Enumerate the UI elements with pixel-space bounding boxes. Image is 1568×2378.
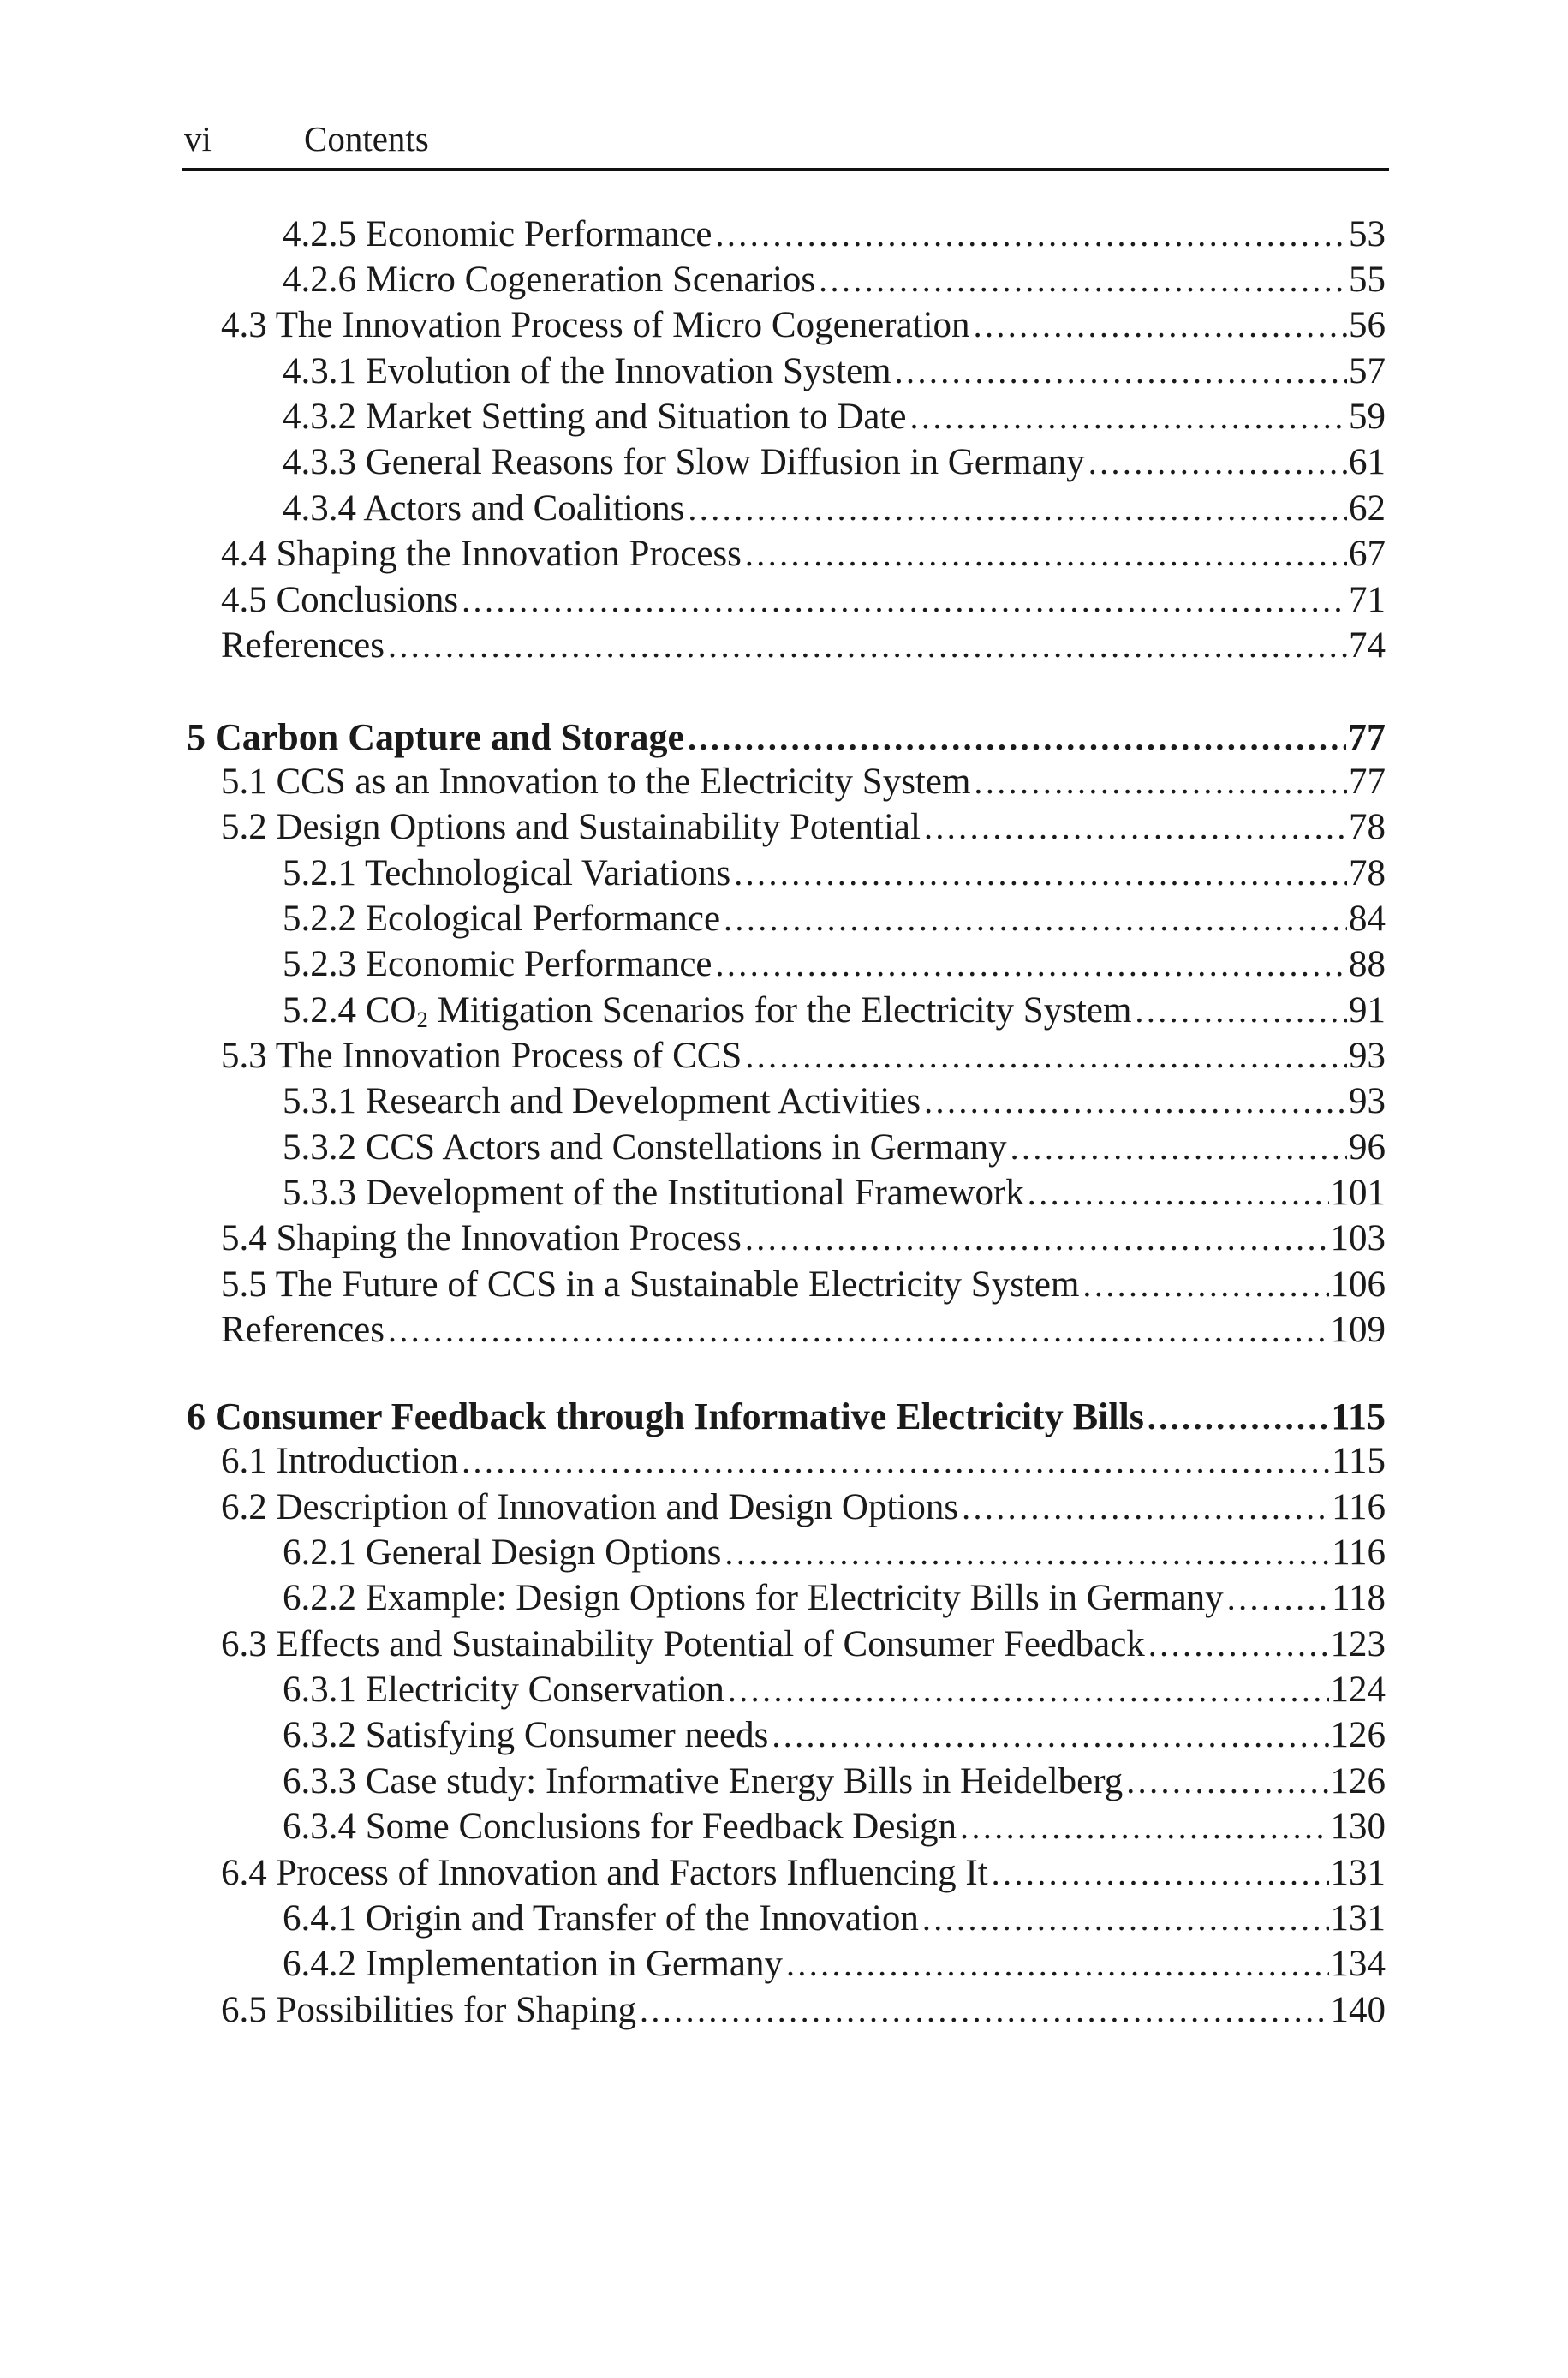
leader-dots <box>1135 990 1347 1031</box>
toc-entry[interactable]: 5.2.2 Ecological Performance ..... 84 <box>283 898 1386 946</box>
leader-dots <box>716 944 1348 984</box>
leader-dots <box>974 305 1347 345</box>
toc-entry[interactable]: 6.4.2 Implementation in Germany ..... 134 <box>283 1943 1386 1991</box>
leader-dots <box>1082 1264 1328 1305</box>
leader-dots <box>745 1036 1347 1076</box>
toc-entry[interactable]: 6.5 Possibilities for Shaping ..... 140 <box>221 1989 1386 2037</box>
leader-dots <box>974 762 1347 802</box>
toc-entry[interactable]: 6.3.4 Some Conclusions for Feedback Design ..... 130 <box>283 1806 1386 1854</box>
leader-dots <box>1227 1578 1330 1618</box>
toc-entry[interactable]: 6.3.3 Case study: Informative Energy Bills in Heidelberg ..... 126 <box>283 1760 1386 1808</box>
toc-entry[interactable]: 5.1 CCS as an Innovation to the Electricity System ..... 77 <box>221 761 1386 809</box>
toc-entry[interactable]: 4.2.6 Micro Cogeneration Scenarios ..... 55 <box>283 259 1386 307</box>
toc-entry[interactable]: 6.3.2 Satisfying Consumer needs ..... 126 <box>283 1714 1386 1762</box>
toc-entry[interactable]: 5.5 The Future of CCS in a Sustainable Electricity System ..... 106 <box>221 1264 1386 1311</box>
leader-dots <box>745 1218 1329 1258</box>
leader-dots <box>462 1441 1330 1481</box>
toc-entry[interactable]: 5.2 Design Options and Sustainability Potential ..... 78 <box>221 806 1386 854</box>
leader-dots <box>1148 1397 1330 1437</box>
toc-entry[interactable]: 4.2.5 Economic Performance ..... 53 <box>283 213 1386 261</box>
toc-entry[interactable]: 6.2.2 Example: Design Options for Electricity Bills in Germany ..... 118 <box>283 1577 1386 1625</box>
leader-dots <box>1126 1761 1328 1801</box>
toc-entry[interactable]: 4.4 Shaping the Innovation Process ..... 67 <box>221 533 1386 581</box>
header-rule <box>182 168 1389 171</box>
toc-entry[interactable]: 4.5 Conclusions ..... 71 <box>221 579 1386 627</box>
leader-dots <box>462 580 1347 620</box>
toc-entry[interactable]: 6.3.1 Electricity Conservation ..... 124 <box>283 1669 1386 1717</box>
leader-dots <box>924 1081 1347 1121</box>
leader-dots <box>724 899 1347 939</box>
toc-entry[interactable]: 4.3.4 Actors and Coalitions ..... 62 <box>283 487 1386 535</box>
running-header <box>184 110 1387 161</box>
leader-dots <box>388 625 1347 666</box>
leader-dots <box>640 1990 1329 2030</box>
toc-entry[interactable]: 6.1 Introduction ..... 115 <box>221 1440 1386 1488</box>
leader-dots <box>1088 442 1347 482</box>
toc-entry[interactable]: 6.4 Process of Innovation and Factors Influencing It ..... 131 <box>221 1852 1386 1900</box>
toc-entry[interactable]: 4.3 The Innovation Process of Micro Cogeneration ..... 56 <box>221 304 1386 352</box>
leader-dots <box>819 260 1347 300</box>
leader-dots <box>1028 1173 1329 1213</box>
leader-dots <box>962 1487 1330 1527</box>
leader-dots <box>772 1715 1328 1755</box>
toc-entry[interactable]: 5.3.3 Development of the Institutional Framework ..... 101 <box>283 1172 1386 1220</box>
toc-entry[interactable]: 6.3 Effects and Sustainability Potential of Consumer Feedback ..... 123 <box>221 1623 1386 1671</box>
toc-entry[interactable]: 6.2.1 General Design Options ..... 116 <box>283 1532 1386 1580</box>
toc-entry[interactable]: 5.2.3 Economic Performance ..... 88 <box>283 943 1386 991</box>
leader-dots <box>734 853 1347 893</box>
leader-dots <box>724 1533 1330 1573</box>
running-title: Contents <box>304 119 429 158</box>
toc-entry[interactable]: 5.3.1 Research and Development Activities ..... 93 <box>283 1080 1386 1128</box>
leader-dots <box>895 351 1347 391</box>
leader-dots <box>688 718 1346 758</box>
leader-dots <box>688 488 1347 529</box>
toc-entry[interactable]: 5.2.4 $CO_2$ Mitigation Scenarios for the Electricity System ..... 91 <box>283 989 1386 1037</box>
toc-entry[interactable]: 5.3 The Innovation Process of CCS ..... 93 <box>221 1035 1386 1083</box>
leader-dots <box>910 397 1347 437</box>
leader-dots <box>960 1807 1328 1847</box>
leader-dots <box>924 807 1347 847</box>
toc-entry[interactable]: 5.3.2 CCS Actors and Constellations in Germany ..... 96 <box>283 1126 1386 1174</box>
toc-entry[interactable]: 6.2 Description of Innovation and Design Options ..... 116 <box>221 1486 1386 1534</box>
toc-entry[interactable]: 6.4.1 Origin and Transfer of the Innovation ..... 131 <box>283 1897 1386 1945</box>
leader-dots <box>1148 1624 1329 1664</box>
toc-entry[interactable]: 5.4 Shaping the Innovation Process ..... 103 <box>221 1217 1386 1265</box>
leader-dots <box>992 1853 1329 1893</box>
leader-dots <box>745 534 1347 574</box>
leader-dots <box>1011 1127 1347 1168</box>
toc-entry[interactable]: 4.3.1 Evolution of the Innovation System ..... 57 <box>283 350 1386 398</box>
toc-entry[interactable]: References ..... 74 <box>221 624 1386 672</box>
leader-dots <box>728 1670 1329 1710</box>
leader-dots <box>716 214 1348 254</box>
toc-entry[interactable]: References ..... 109 <box>221 1309 1386 1357</box>
toc-chapter[interactable]: 6 Consumer Feedback through Informative Electricity Bills ..... 115 <box>187 1395 1386 1443</box>
toc-entry[interactable]: 4.3.2 Market Setting and Situation to Date ..... 59 <box>283 396 1386 444</box>
leader-dots <box>786 1944 1329 1984</box>
leader-dots <box>922 1898 1329 1939</box>
toc-entry[interactable]: 4.3.3 General Reasons for Slow Diffusion in Germany ..... 61 <box>283 441 1386 489</box>
toc-entry[interactable]: 5.2.1 Technological Variations ..... 78 <box>283 852 1386 900</box>
leader-dots <box>388 1310 1329 1350</box>
toc-chapter[interactable]: 5 Carbon Capture and Storage ..... 77 <box>187 715 1386 763</box>
page-number: vi <box>184 119 212 158</box>
